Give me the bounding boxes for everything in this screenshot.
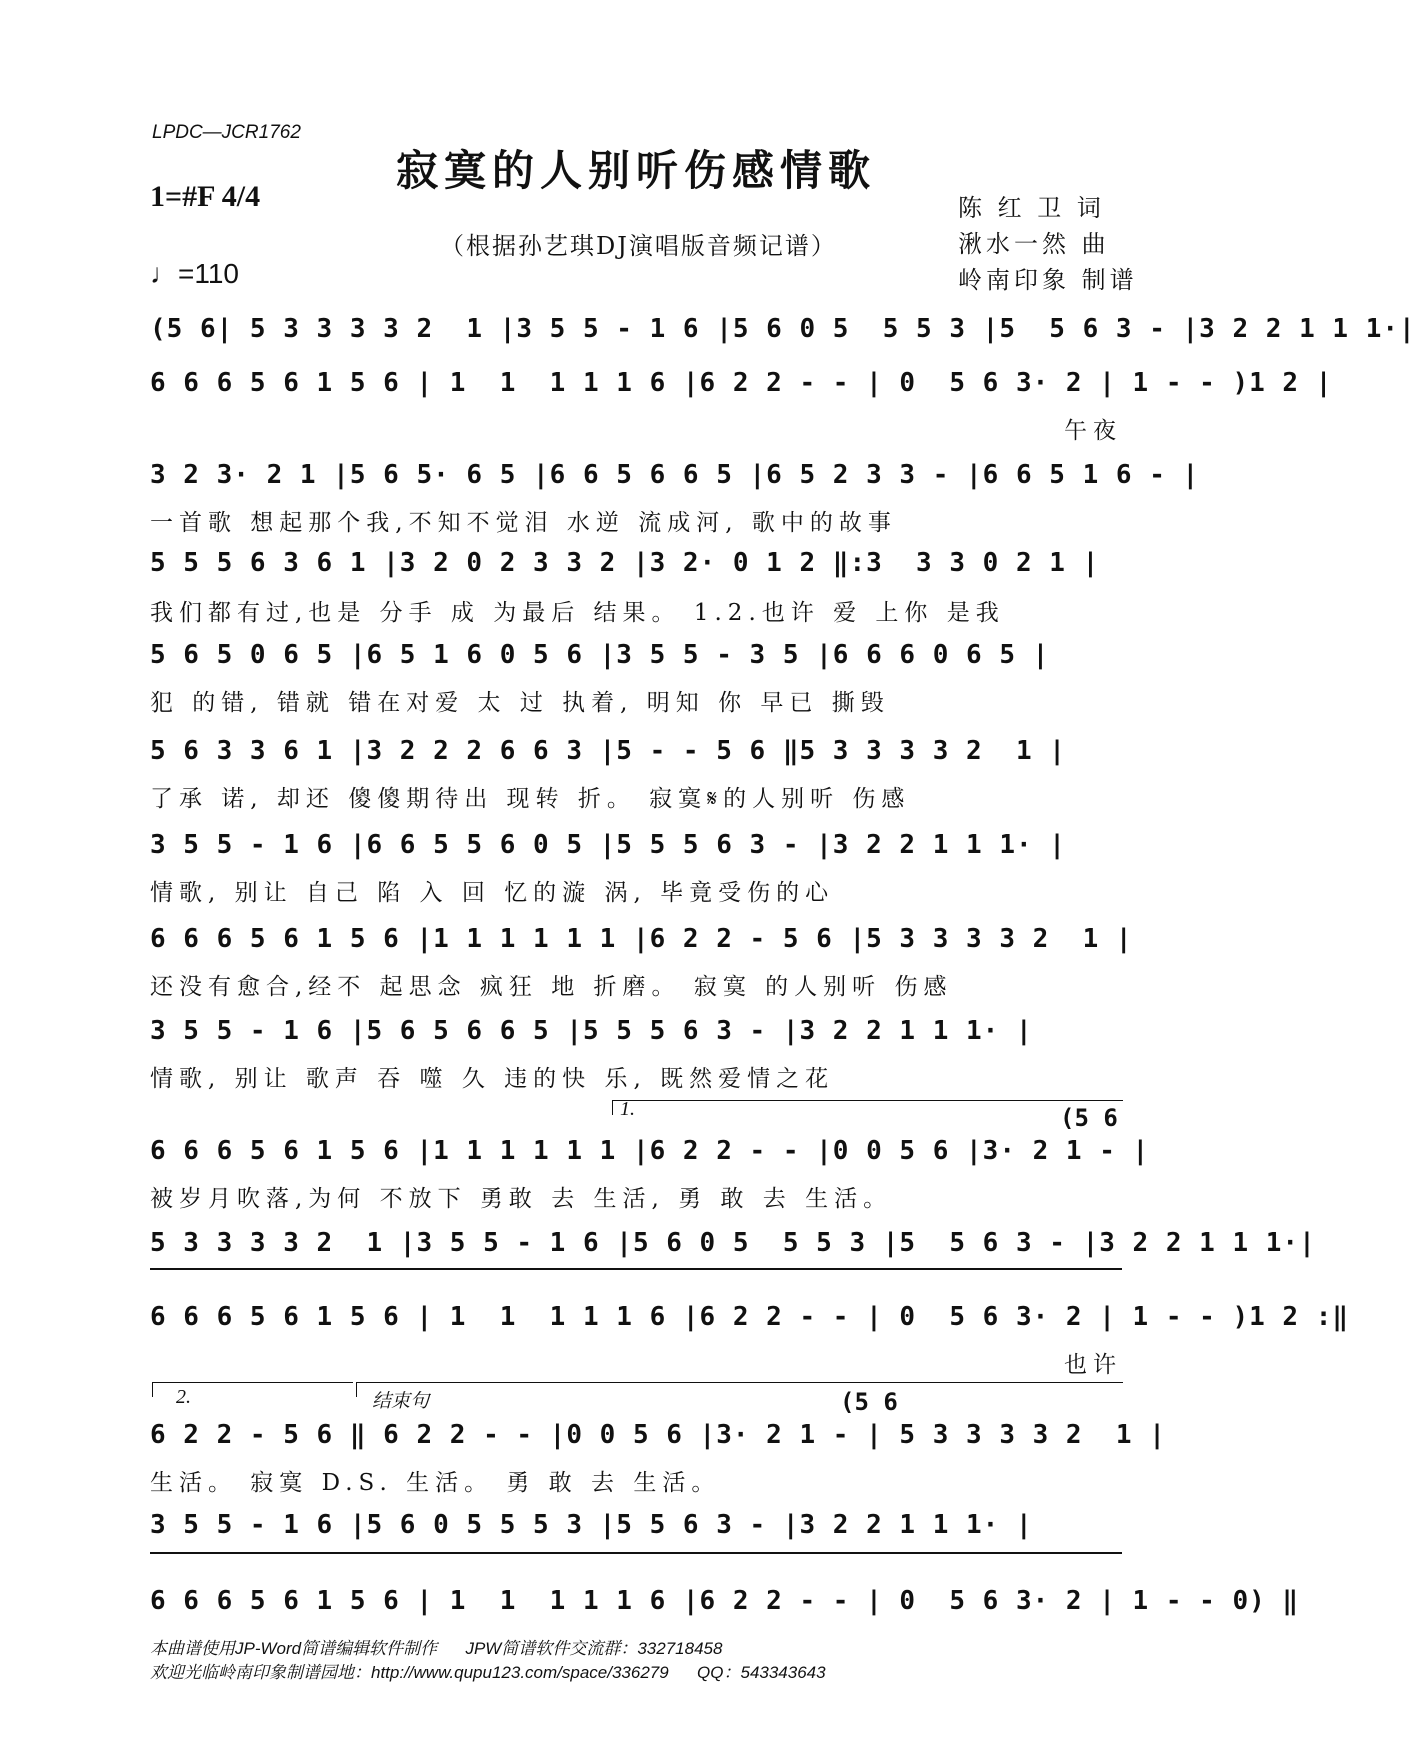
notation-row-7: 3 5 5 - 1 6 |6 6 5 5 6 0 5 |5 5 5 6 3 - |3 2 2 1 1 1· | [150,830,1066,860]
notation-row-14: 3 5 5 - 1 6 |5 6 0 5 5 5 3 |5 5 6 3 - |3 2 2 1 1 1· | [150,1510,1033,1540]
notation-row-11: 5 3 3 3 3 2 1 |3 5 5 - 1 6 |5 6 0 5 5 5 3 |5 5 6 3 - |3 2 2 1 1 1·| [150,1228,1316,1258]
arranger-credit: 岭南印象 制谱 [958,266,1138,294]
volta-2-label: 2. [176,1386,191,1408]
pickup-mark-2: (5 6 [840,1388,898,1416]
ending-bracket [356,1382,1123,1397]
lyrics-row-6: 了承 诺, 却还 傻傻期待出 现转 折。 寂寞𝄋的人别听 伤感 [150,786,911,812]
notation-row-9: 3 5 5 - 1 6 |5 6 5 6 6 5 |5 5 5 6 3 - |3 2 2 1 1 1· | [150,1016,1033,1046]
notation-row-15: 6 6 6 5 6 1 5 6 | 1 1 1 1 1 6 |6 2 2 - - | 0 5 6 3· 2 | 1 - - 0) ‖ [150,1586,1300,1616]
volta-2-bracket [152,1382,353,1397]
subtitle: （根据孙艺琪DJ演唱版音频记谱） [440,232,837,260]
lyrics-row-3: 一首歌 想起那个我,不知不觉泪 水逆 流成河, 歌中的故事 [150,510,897,536]
lyrics-row-5: 犯 的错, 错就 错在对爱 太 过 执着, 明知 你 早已 撕毁 [150,690,890,716]
footer-software: 本曲谱使用JP-Word简谱编辑软件制作 JPW简谱软件交流群：332718458 [150,1639,723,1658]
notation-row-8: 6 6 6 5 6 1 5 6 |1 1 1 1 1 1 |6 2 2 - 5 6 |5 3 3 3 3 2 1 | [150,924,1133,954]
notation-row-4: 5 5 5 6 3 6 1 |3 2 0 2 3 3 2 |3 2· 0 1 2 ‖:3 3 3 0 2 1 | [150,548,1100,578]
pickup-mark-1: (5 6 [1060,1104,1118,1132]
notation-row-3: 3 2 3· 2 1 |5 6 5· 6 5 |6 6 5 6 6 5 |6 5 2 3 3 - |6 6 5 1 6 - | [150,460,1200,490]
notation-row-1: (5 6| 5 3 3 3 3 2 1 |3 5 5 - 1 6 |5 6 0 5 5 5 3 |5 5 6 3 - |3 2 2 1 1 1·| [150,314,1416,344]
lyrics-row-8: 还没有愈合,经不 起思念 疯狂 地 折磨。 寂寞 的人别听 伤感 [150,974,953,1000]
lyricist-credit: 陈 红 卫 词 [958,194,1105,222]
composer-credit: 湫水一然 曲 [958,230,1110,258]
lyrics-row-4: 我们都有过,也是 分手 成 为最后 结果。 1.2.也许 爱 上你 是我 [150,600,1005,626]
score-code: LPDC—JCR1762 [152,122,301,143]
notation-row-13: 6 2 2 - 5 6 ‖ 6 2 2 - - |0 0 5 6 |3· 2 1 - | 5 3 3 3 3 2 1 | [150,1420,1166,1450]
lyrics-row-10: 被岁月吹落,为何 不放下 勇敢 去 生活, 勇 敢 去 生活。 [150,1186,893,1212]
page-title: 寂寞的人别听伤感情歌 [395,146,876,195]
notation-row-2: 6 6 6 5 6 1 5 6 | 1 1 1 1 1 6 |6 2 2 - - | 0 5 6 3· 2 | 1 - - )1 2 | [150,368,1333,398]
notation-row-10: 6 6 6 5 6 1 5 6 |1 1 1 1 1 1 |6 2 2 - - |0 0 5 6 |3· 2 1 - | [150,1136,1150,1166]
notation-row-12: 6 6 6 5 6 1 5 6 | 1 1 1 1 1 6 |6 2 2 - - | 0 5 6 3· 2 | 1 - - )1 2 :‖ [150,1302,1350,1332]
system-rule [150,1268,1122,1270]
notation-row-5: 5 6 5 0 6 5 |6 5 1 6 0 5 6 |3 5 5 - 3 5 |6 6 6 0 6 5 | [150,640,1050,670]
volta-1-bracket [612,1100,1123,1115]
volta-1-label: 1. [620,1098,635,1120]
lyrics-row-12: 也许 [1064,1352,1122,1378]
lyrics-row-13: 生活。 寂寞 D.S. 生活。 勇 敢 去 生活。 [150,1470,721,1496]
ending-label: 结束句 [372,1390,430,1412]
lyrics-row-9: 情歌, 别让 歌声 吞 噬 久 违的快 乐, 既然爱情之花 [150,1066,835,1092]
notation-row-6: 5 6 3 3 6 1 |3 2 2 2 6 6 3 |5 - - 5 6 ‖5 3 3 3 3 2 1 | [150,736,1066,766]
footer-website: 欢迎光临岭南印象制谱园地：http://www.qupu123.com/space/336279 QQ：543343643 [150,1663,826,1682]
lyrics-row-7: 情歌, 别让 自己 陷 入 回 忆的漩 涡, 毕竟受伤的心 [150,880,835,906]
key-signature: 1=#F 4/4 [150,180,261,213]
tempo-mark: ♩=110 [150,258,239,289]
lyrics-row-2: 午夜 [1064,418,1122,444]
system-rule [150,1552,1122,1554]
